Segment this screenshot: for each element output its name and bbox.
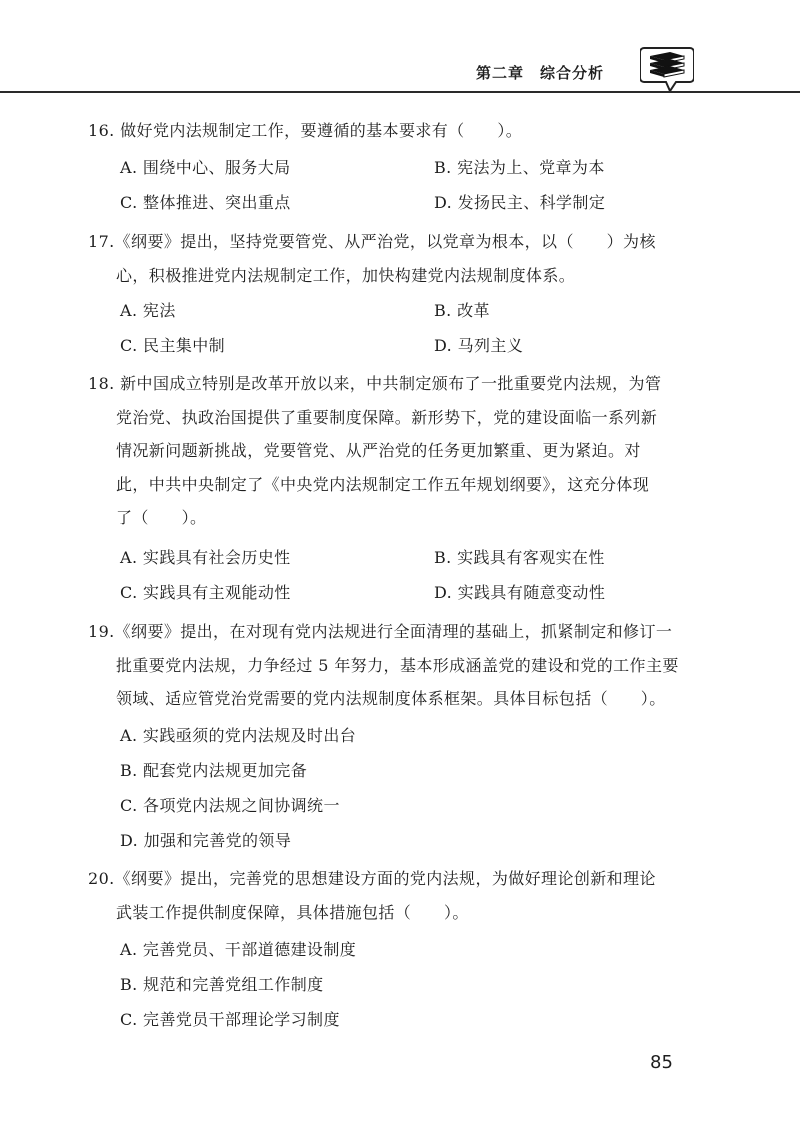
question-line: [88, 615, 708, 649]
question-line: [88, 862, 708, 896]
option-b: B. 规范和完善党组工作制度: [120, 975, 324, 994]
question-line: 领域、适应管党治党需要的党内法规制度体系框架。具体目标包括（ ）。: [116, 689, 666, 708]
question-16: [88, 114, 708, 148]
option-d: D. 发扬民主、科学制定: [434, 193, 606, 212]
header-rule: [0, 91, 800, 93]
question-line: [88, 367, 708, 401]
option-c: C. 各项党内法规之间协调统一: [120, 796, 340, 815]
option-c: C. 整体推进、突出重点: [120, 193, 291, 212]
question-number: 16.: [88, 121, 115, 140]
question-line: 心，积极推进党内法规制定工作，加快构建党内法规制度体系。: [116, 265, 576, 285]
page-number: 85: [650, 1052, 673, 1073]
option-b: B. 改革: [434, 301, 490, 320]
question-line: 了（ ）。: [116, 508, 207, 527]
option-c: C. 完善党员干部理论学习制度: [120, 1010, 340, 1029]
chapter-number: 第二章: [476, 64, 525, 82]
option-a: A. 实践亟须的党内法规及时出台: [120, 726, 357, 745]
question-line: [88, 225, 708, 259]
option-b: B. 实践具有客观实在性: [434, 548, 605, 567]
question-18: [88, 367, 708, 535]
question-number: 20.: [88, 869, 115, 888]
option-b: B. 配套党内法规更加完备: [120, 761, 308, 780]
books-icon: [640, 44, 694, 94]
chapter-name: 综合分析: [540, 64, 605, 82]
question-stem: 《纲要》提出，在对现有党内法规进行全面清理的基础上，抓紧制定和修订一: [114, 622, 673, 641]
question-line: [88, 114, 708, 148]
option-a: A. 实践具有社会历史性: [120, 548, 291, 567]
option-a: A. 围绕中心、服务大局: [120, 158, 291, 177]
question-20: [88, 862, 708, 929]
question-19: [88, 615, 708, 716]
question-stem: 做好党内法规制定工作，要遵循的基本要求有（ ）。: [120, 121, 523, 140]
question-number: 18.: [88, 374, 115, 393]
option-c: C. 民主集中制: [120, 336, 226, 355]
chapter-title: [476, 62, 604, 83]
option-d: D. 加强和完善党的领导: [120, 831, 292, 850]
option-d: D. 马列主义: [434, 336, 524, 355]
question-number: 19.: [88, 622, 115, 641]
question-stem: 《纲要》提出，坚持党要管党、从严治党，以党章为根本，以（ ）为核: [114, 232, 656, 251]
question-line: 此，中共中央制定了《中央党内法规制定工作五年规划纲要》，这充分体现: [116, 474, 650, 494]
question-line: 武装工作提供制度保障，具体措施包括（ ）。: [116, 902, 469, 922]
question-stem: 《纲要》提出，完善党的思想建设方面的党内法规，为做好理论创新和理论: [114, 869, 656, 888]
option-d: D. 实践具有随意变动性: [434, 583, 606, 602]
option-c: C. 实践具有主观能动性: [120, 583, 291, 602]
question-17: [88, 225, 708, 292]
option-b: B. 宪法为上、党章为本: [434, 158, 605, 177]
question-line: 情况新问题新挑战，党要管党、从严治党的任务更加繁重、更为紧迫。对: [116, 441, 641, 460]
question-line: 党治党、执政治国提供了重要制度保障。新形势下，党的建设面临一系列新: [116, 407, 658, 427]
option-a: A. 宪法: [120, 301, 176, 320]
option-a: A. 完善党员、干部道德建设制度: [120, 940, 357, 959]
question-number: 17.: [88, 232, 115, 251]
question-stem: 新中国成立特别是改革开放以来，中共制定颁布了一批重要党内法规，为管: [120, 374, 662, 393]
question-line: 批重要党内法规，力争经过 5 年努力，基本形成涵盖党的建设和党的工作主要: [116, 655, 679, 675]
